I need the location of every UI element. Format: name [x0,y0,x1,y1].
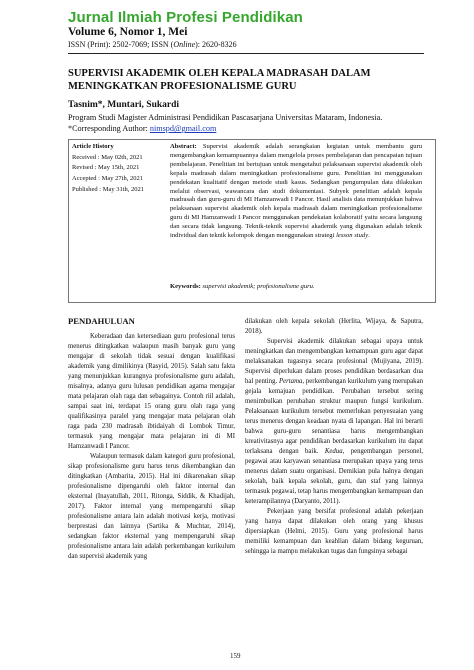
keywords-label: Keywords: [170,283,201,290]
header-divider [68,53,424,54]
accepted-date: Accepted : May 27th, 2021 [72,175,143,183]
keywords-text: supervisi akademik; profesionalisme guru. [200,283,315,290]
article-history-heading: Article History [72,143,114,150]
paragraph-text: , pengembangan personel, pegawai atau karyawan senantiasa merupakan upaya yang terus menerus dalam suatu organisasi. Demikian pula halnya dengan sekolah, baik kepala sekolah, guru, dan staf yang lainnya termasuk pegawai, tetap harus mengembangkan kemampuan dan keterampilannya (Daryanto, 2011). [245,448,423,505]
section-heading-pendahuluan: PENDAHULUAN [68,316,135,326]
italic-term-kedua: Kedua [324,448,343,455]
affiliation-text: Program Studi Magister Administrasi Pendidikan Pascasarjana Universitas Mataram, Indonesia. [68,113,383,122]
journal-name: Jurnal Ilmiah Profesi Pendidikan [68,9,303,26]
italic-term-pertama: Pertama [278,378,303,385]
paragraph: Keberadaan dan ketersediaan guru profesional terus menerus ditingkatkan walaupun masih banyak guru yang mengajar di sekolah tidak sesuai dengan kualifikasi akademik yang dimilikinya (Rasyid, 2015). Salah satu fakta yang menunjukkan kurangnya profesionalisme guru adalah, misalnya, adanya guru lulusan pendidikan agama mengajar mata pelajaran olah raga dan sebagainya. Contoh riil adalah, sampai saat ini, terdapat 15 orang guru olah raga yang qualifikasinya paralel yang mengajar mata pelajaran olah raga pada 230 madrasah ibtidaiyah di Lombok Timur, termasuk yang mengajar mata pelajaran ini di MI Hamzanwadi I Pancor. [68,333,235,450]
right-column [245,317,423,557]
abstract [170,143,422,241]
abstract-text: Supervisi akademik adalah serangkaian kegiatan untuk membantu guru mengembangkan kemampuannya dalam mengelola proses pembelajaran dan pencapaian tujuan pembelajaran. Penelitian ini bertujuan untuk mengetahui pelaksanaan supervisi akademik oleh kepala madrasah dalam meningkatkan profesionalisme guru. Penelitian ini menggunakan pendekatan kualitatif dengan metode studi kasus. Sedangkan pengumpulan data dilakukan melalui observasi, wawancara dan studi dokumentasi. Subyek penelitian adalah kepala madrasah dan guru-guru di MI Hamzanwadi I Pancor. Hasil analisis data menunjukkan bahwa pelaksanaan supervisi akademik oleh kepala madrasah dalam meningkatkan profesionalisme guru di MI Hamzanwadi I Pancor menggunakan pendekatan kolaboratif yaitu secara langsung dan secara tidak langsung. Teknik-teknik supervisi akademik yang digunakan adalah teknik individual dan teknik kelompok dengan menggunakan strategi [170,143,422,240]
issn-print: ISSN (Print): 2502-7069; ISSN ( [68,40,174,49]
keywords [170,283,422,290]
corresponding-label: *Corresponding Author: [68,124,148,134]
article-history [72,142,162,196]
abstract-italic-term: lesson study [336,232,369,240]
paragraph: Walaupun termasuk dalam kategori guru profesional, sikap profesionalisme guru harus terus dikembangkan dan ditingkatkan (Ambarita, 2015). Hal ini dikarenakan sikap profesionalisme dipengaruhi oleh faktor internal dan eksternal (Inayatullah, 2011, Ritonga, Siddik, & Khadijah, 2017). Faktor internal yang mempengaruhi sikap profesionalisme antara lain adalah motivasi kerja, motivasi berprestasi dan lainnya (Sartika & Muchtar, 2014), sedangkan faktor eksternal yang mempengaruhi sikap profesionalisme antara lain adalah perkembangan kurikulum dan supervisi akademik yang [68,453,235,560]
paragraph: Pekerjaan yang bersifat profesional adalah pekerjaan yang hanya dapat dilakukan oleh orang yang khusus dipersiapkan (Helmi, 2015). Guru yang profesional harus memiliki kemampuan dan keahlian dalam bidang keguruan, sehingga ia mampu melakukan tugas dan fungsinya sebagai [245,508,423,555]
journal-volume: Volume 6, Nomor 1, Mei [68,26,188,38]
received-date: Received : May 02th, 2021 [72,153,143,161]
paragraph-text: , perkembangan kurikulum yang merupakan gejala kemajuan pendidikan. Perubahan tersebut sering menimbulkan perubahan struktur maupun fungsi kurikulum. Pelaksanaan kurikulum tersebut memerlukan penyesuaian yang terus menerus dengan keadaan nyata di lapangan. Hal ini berarti bahwa guru-guru senantiasa harus mengembangkan kreativitasnya agar pendidikan berdasarkan kurikulum itu dapat terlaksana dengan baik. [245,378,424,455]
paragraph [245,337,423,507]
revised-date: Revised : May 15th, 2021 [72,164,140,172]
paper-title: SUPERVISI AKADEMIK OLEH KEPALA MADRASAH DALAM MENINGKATKAN PROFESIONALISME GURU [68,68,371,92]
author-affiliation [68,112,382,134]
corresponding-email-link[interactable]: nimspd@gmail.com [149,124,217,134]
page-number: 159 [230,652,241,660]
corresponding-author [68,123,382,134]
published-date: Published : May 31th, 2021 [72,185,145,193]
paper-authors: Tasnim*, Muntari, Sukardi [68,100,180,110]
abstract-end: . [368,232,370,240]
left-column [68,332,235,562]
abstract-label: Abstract: [170,143,197,150]
issn-online-number: ): 2620-8326 [195,40,237,49]
issn-online-word: Online [173,40,196,49]
paragraph: dilakukan oleh kepala sekolah (Herlita, Wijaya, & Saputra, 2018). [245,318,423,335]
journal-issn [68,40,237,49]
paragraph-text: Supervisi akademik dilakukan sebagai upaya untuk meningkatkan dan mengembangkan kemampuan guru agar dapat melaksanakan tugasnya secara profesional (Mujiyana, 2019). Supervisi diperlukan dalam proses pendidikan berdasarkan dua hal penting. [245,338,423,385]
